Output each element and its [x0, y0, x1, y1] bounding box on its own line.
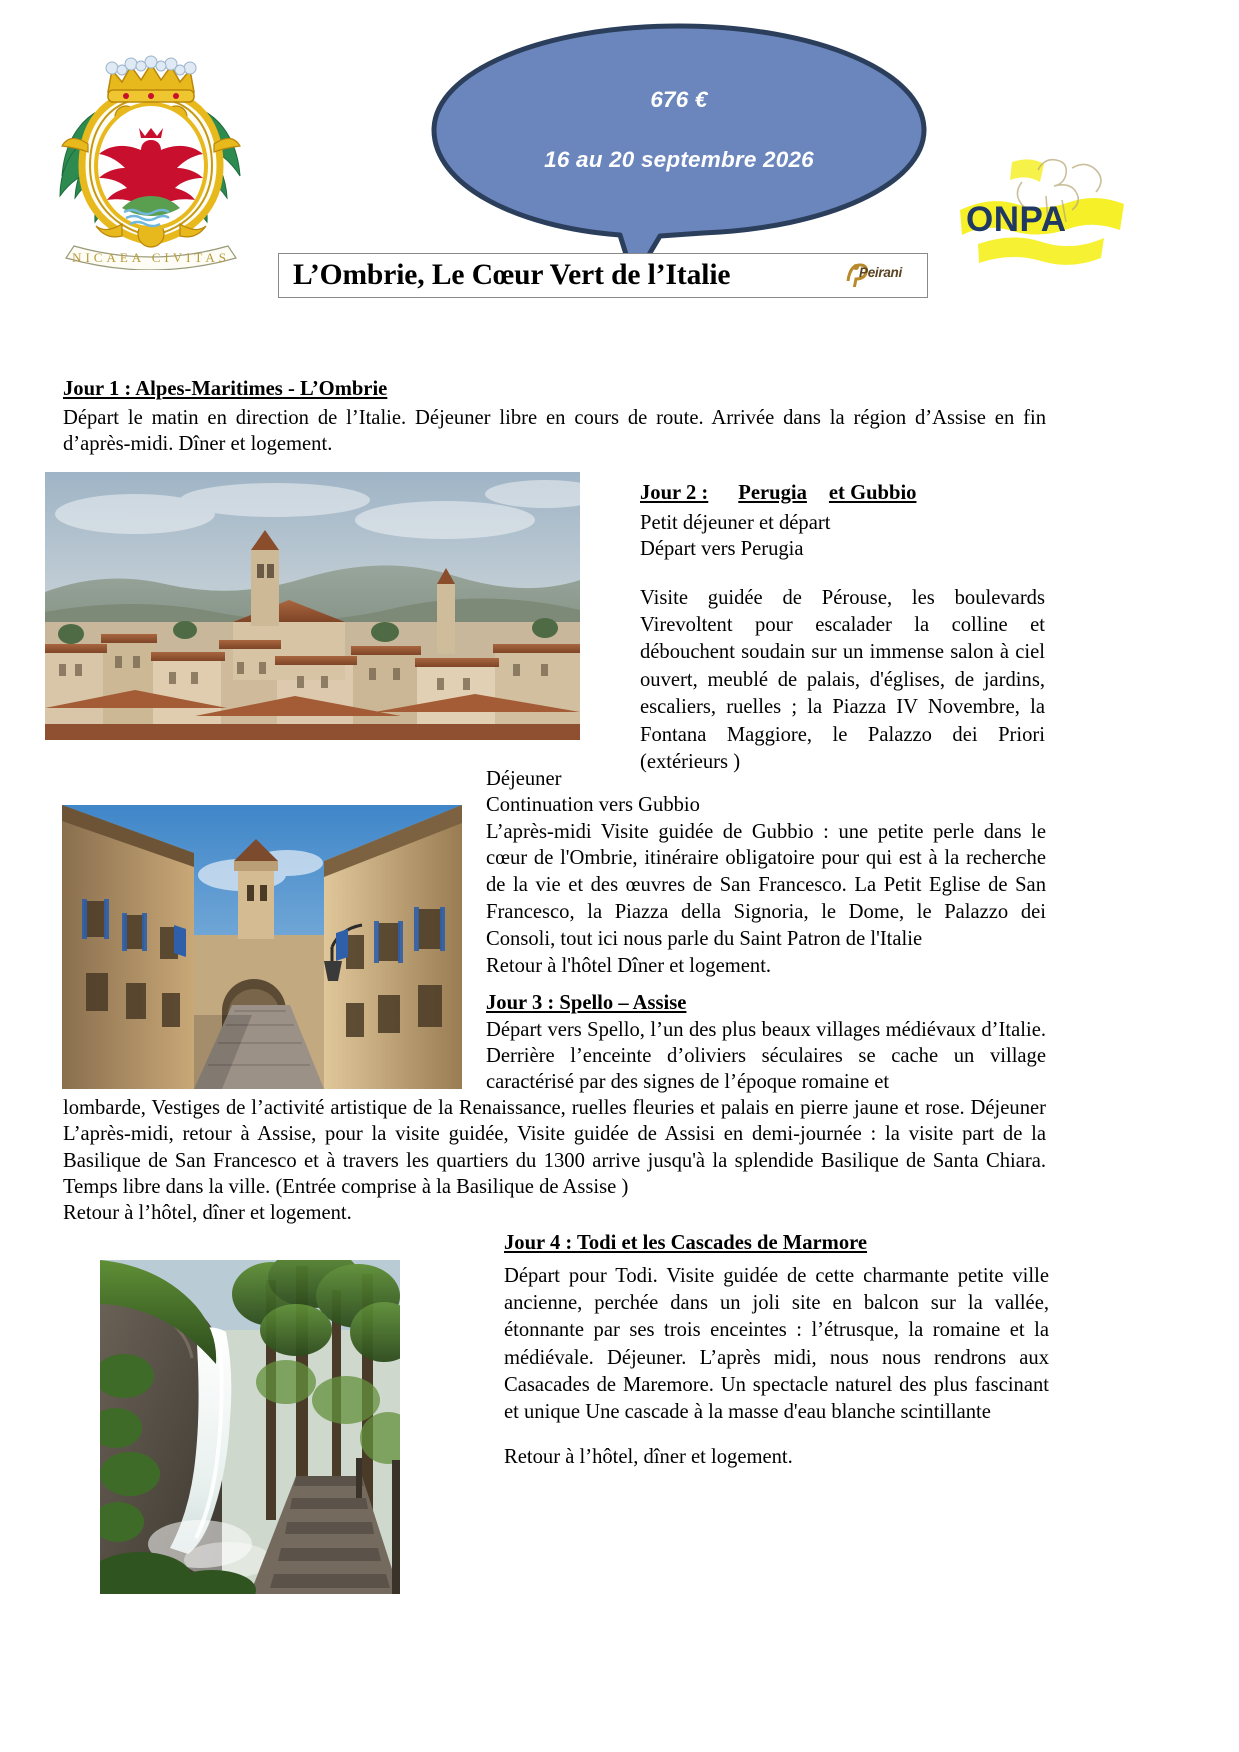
- crest-motto: NICAEA CIVITAS: [72, 250, 230, 265]
- jour2-paragraph: Visite guidée de Pérouse, les boulevards Virevoltent pour escalader la colline et débouchent soudain sur un immense salon à ciel ouvert, meublé de palais, d'églises, de jardins, escaliers, ruelles ; la Piazza IV Novembre, la Fontana Maggiore, le Palazzo dei Priori (extérieurs ): [640, 586, 1045, 773]
- jour4-paragraph: Départ pour Todi. Visite guidée de cette charmante petite ville ancienne, perchée dans un joli site en balcon sur la vallée, étonnante par ses trois enceintes : l’étrusque, la romaine et la médiévale. Déjeuner. L’après midi, nous nous rendrons aux Casacades de Maremore. Un spectacle naturel des plus fascinant et unique Une cascade à la masse d'eau blanche scintillante: [504, 1265, 1049, 1423]
- section-jour4: [504, 1263, 1049, 1470]
- peirani-wordmark: Peirani: [859, 265, 902, 280]
- onpa-logo: [952, 152, 1132, 284]
- document-title-box: [278, 253, 928, 298]
- bubble-text-group: [424, 22, 934, 237]
- perugia-panorama-image: [45, 472, 580, 740]
- marmore-falls-image: [100, 1260, 400, 1594]
- price-speech-bubble: [424, 22, 934, 282]
- jour3-heading-line: [486, 990, 1046, 1017]
- dates-label: 16 au 20 septembre 2026: [544, 146, 814, 172]
- jour2-heading-b: Perugia: [738, 482, 807, 504]
- jour3-tail: Retour à l’hôtel, dîner et logement.: [63, 1202, 352, 1225]
- jour2-heading-line: [640, 480, 1045, 507]
- photo-gubbio-street: [62, 805, 462, 1089]
- photo-perugia-panorama: [45, 472, 580, 740]
- section-jour3-wide: [63, 1095, 1046, 1227]
- jour3-heading: Jour 3 : Spello – Assise: [486, 992, 687, 1014]
- jour2-cont-paragraph: L’après-midi Visite guidée de Gubbio : une petite perle dans le cœur de l'Ombrie, itinéraire obligatoire pour qui est à la recherche de la vie et des œuvres de San Francesco. La Petit Eglise de San Francesco, la Piazza della Signoria, le Dome, le Palazzo dei Consoli, tout ici nous parle du Saint Patron de l'Italie: [486, 820, 1046, 950]
- section-jour2-continued: [486, 766, 1046, 979]
- nice-coat-of-arms-logo: [38, 48, 264, 270]
- photo-marmore-falls: [100, 1260, 400, 1594]
- document-header: [0, 0, 1239, 360]
- price-label: 676 €: [650, 86, 708, 112]
- jour3-paragraph-indented: Départ vers Spello, l’un des plus beaux villages médiévaux d’Italie. Derrière l’enceinte d’oliviers séculaires se cache un village caractérisé par des signes de l’époque romaine et: [486, 1018, 1046, 1094]
- jour4-tail: Retour à l’hôtel, dîner et logement.: [504, 1446, 793, 1469]
- gubbio-street-image: [62, 805, 462, 1089]
- jour2-heading-c: et Gubbio: [828, 482, 917, 504]
- jour2-cont-line2: Continuation vers Gubbio: [486, 794, 700, 817]
- jour1-body: Départ le matin en direction de l’Italie. Déjeuner libre en cours de route. Arrivée dans la région d’Assise en fin d’après-midi. Dîner et logement.: [63, 406, 1046, 456]
- jour2-line1: Petit déjeuner et départ: [640, 511, 831, 534]
- jour3-paragraph-wide: lombarde, Vestiges de l’activité artistique de la Renaissance, ruelles fleuries et palais en pierre jaune et rose. Déjeuner L’après-midi, retour à Assise, pour la visite guidée, Visite guidée de Assisi en demi-journée : la visite part de la Basilique de San Francesco et à travers les quartiers du 1300 arrive jusqu'à la splendide Basilique de Santa Chiara. Temps libre dans la ville. (Entrée comprise à la Basilique de Assise ): [63, 1097, 1046, 1199]
- peirani-logo: [846, 261, 912, 287]
- jour2-heading-a: Jour 2 :: [640, 482, 709, 504]
- page-title: L’Ombrie, Le Cœur Vert de l’Italie: [293, 259, 731, 291]
- jour2-cont-line1: Déjeuner: [486, 768, 562, 790]
- jour2-cont-line3: Retour à l'hôtel Dîner et logement.: [486, 954, 772, 977]
- onpa-wordmark: ONPA: [966, 200, 1067, 239]
- section-jour1: [63, 376, 1046, 457]
- jour4-heading: Jour 4 : Todi et les Cascades de Marmore: [504, 1232, 868, 1254]
- jour1-heading: Jour 1 : Alpes-Maritimes - L’Ombrie: [63, 378, 388, 400]
- section-jour3: [486, 990, 1046, 1096]
- crest-icon: [38, 48, 264, 270]
- jour1-heading-line: [63, 376, 1046, 405]
- section-jour2: [640, 480, 1045, 776]
- jour2-line2: Départ vers Perugia: [640, 538, 804, 561]
- section-jour4-heading: [504, 1230, 1049, 1257]
